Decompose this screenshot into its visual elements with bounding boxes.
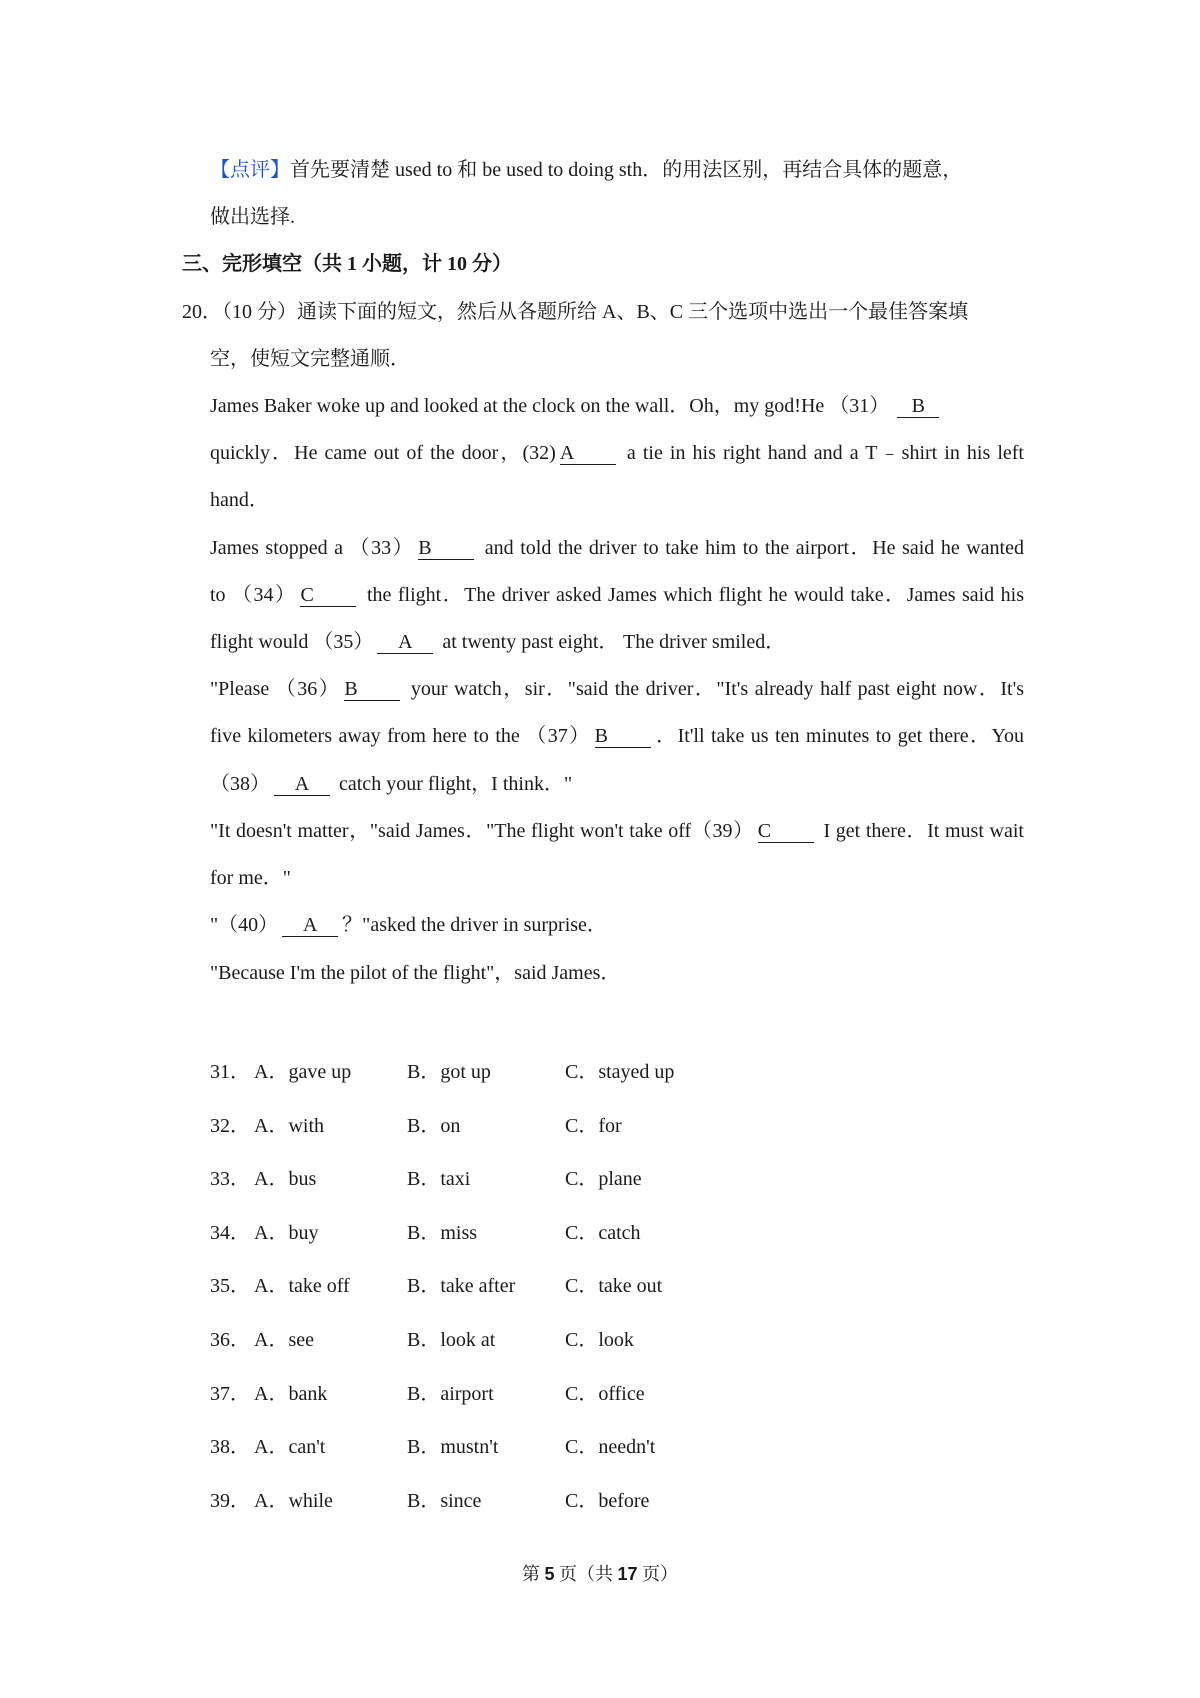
passage-text: and told the driver to take him to the airport．He said he wanted (484, 537, 1024, 559)
passage-text: "It doesn't matter，"said James．"The flight won't take off（39） (210, 820, 754, 842)
option-number: 38． (210, 1436, 250, 1458)
option-number: 34． (210, 1222, 250, 1244)
passage-text: at twenty past eight． The driver smiled． (442, 631, 786, 653)
option-a: A．bank (254, 1383, 328, 1405)
option-c: C．for (565, 1115, 622, 1137)
passage-line-8 (210, 724, 1024, 748)
comment-text-2: 做出选择. (210, 206, 295, 228)
passage-text: for me．" (210, 867, 291, 889)
option-c: C．before (565, 1490, 650, 1512)
page-total: 17 (617, 1564, 638, 1584)
question-line-2 (210, 347, 410, 371)
question-line-1 (182, 300, 968, 324)
passage-line-13 (210, 961, 620, 985)
option-b: B．got up (407, 1061, 491, 1083)
passage-text: I get there．It must wait (823, 820, 1024, 842)
option-number: 36． (210, 1329, 250, 1351)
option-a: A．take off (254, 1275, 350, 1297)
passage-text: "Please （36） (210, 678, 341, 700)
comment-text-1: 首先要清楚 used to 和 be used to doing sth．的用法区别，再结合具体的题意， (290, 159, 963, 181)
passage-text: five kilometers away from here to the （37） (210, 725, 591, 747)
passage-text: your watch，sir．"said the driver．"It's already half past eight now．It's (410, 678, 1024, 700)
option-b: B．since (407, 1490, 482, 1512)
passage-text: to （34） (210, 584, 297, 606)
answer-blank-32: A (560, 442, 616, 465)
passage-line-1 (210, 394, 1024, 418)
option-c: C．look (565, 1329, 634, 1351)
passage-line-6 (210, 630, 785, 654)
option-number: 39． (210, 1490, 250, 1512)
option-c: C．stayed up (565, 1061, 675, 1083)
answer-blank-31: B (897, 395, 939, 418)
option-a: A．while (254, 1490, 333, 1512)
passage-line-9 (210, 772, 572, 796)
passage-text: ？"asked the driver in surprise． (342, 914, 607, 936)
option-c: C．catch (565, 1222, 641, 1244)
passage-line-7 (210, 677, 1024, 701)
passage-text: quickly．He came out of the door，(32) (210, 442, 556, 464)
comment-line-1 (210, 158, 962, 182)
passage-line-2 (210, 441, 1024, 465)
passage-text: a tie in his right hand and a T﹣shirt in his left (626, 442, 1024, 464)
section-heading-score: 10 (447, 253, 467, 275)
option-b: B．airport (407, 1383, 494, 1405)
answer-blank-40: A (282, 914, 338, 937)
section-heading-suffix: 分） (467, 253, 512, 275)
option-c: C．plane (565, 1168, 642, 1190)
option-number: 35． (210, 1275, 250, 1297)
answer-blank-36: B (344, 678, 400, 701)
page-number: 5 (544, 1564, 555, 1584)
option-a: A．buy (254, 1222, 319, 1244)
answer-blank-35: A (377, 631, 433, 654)
option-a: A．can't (254, 1436, 326, 1458)
answer-blank-37: B (595, 725, 651, 748)
passage-text: ．It'll take us ten minutes to get there．You (654, 725, 1024, 747)
passage-line-10 (210, 819, 1024, 843)
passage-text: flight would （35） (210, 631, 374, 653)
answer-blank-34: C (300, 584, 356, 607)
passage-text: "Because I'm the pilot of the flight"，said James． (210, 962, 621, 984)
passage-text: hand． (210, 489, 269, 511)
section-heading-prefix: 三、完形填空（共 (182, 253, 347, 275)
answer-blank-38: A (274, 773, 330, 796)
answer-blank-33: B (418, 537, 474, 560)
option-c: C．office (565, 1383, 645, 1405)
passage-line-11 (210, 866, 291, 890)
comment-line-2 (210, 205, 295, 229)
passage-line-3 (210, 488, 269, 512)
passage-line-12 (210, 913, 607, 937)
passage-text: James Baker woke up and looked at the clock on the wall．Oh，my god!He （31） (210, 395, 890, 417)
question-text-1: 20．（10 分）通读下面的短文，然后从各题所给 A、B、C 三个选项中选出一个最佳答案填 (182, 301, 969, 323)
section-heading-count: 1 (347, 253, 357, 275)
footer-prefix: 第 (521, 1564, 545, 1584)
option-b: B．look at (407, 1329, 496, 1351)
option-a: A．gave up (254, 1061, 352, 1083)
option-c: C．take out (565, 1275, 663, 1297)
passage-text: （38） (210, 773, 270, 795)
passage-text: the flight．The driver asked James which flight he would take．James said his (366, 584, 1025, 606)
option-b: B．miss (407, 1222, 478, 1244)
passage-text: "（40） (210, 914, 279, 936)
option-c: C．needn't (565, 1436, 656, 1458)
question-text-2: 空，使短文完整通顺． (210, 348, 410, 370)
passage-line-4 (210, 536, 1024, 560)
footer-mid: 页（共 (554, 1564, 618, 1584)
option-b: B．take after (407, 1275, 516, 1297)
passage-line-5 (210, 583, 1024, 607)
option-a: A．see (254, 1329, 314, 1351)
option-a: A．bus (254, 1168, 317, 1190)
option-number: 31． (210, 1061, 250, 1083)
option-number: 32． (210, 1115, 250, 1137)
section-heading (182, 252, 512, 276)
option-b: B．taxi (407, 1168, 471, 1190)
option-b: B．mustn't (407, 1436, 499, 1458)
section-heading-mid: 小题，计 (357, 253, 447, 275)
passage-text: James stopped a （33） (210, 537, 415, 559)
option-a: A．with (254, 1115, 324, 1137)
passage-text: catch your flight，I think．" (339, 773, 573, 795)
page-footer (0, 1560, 1200, 1586)
option-number: 37． (210, 1383, 250, 1405)
answer-blank-39: C (758, 820, 814, 843)
option-b: B．on (407, 1115, 461, 1137)
footer-suffix: 页） (637, 1564, 679, 1584)
comment-tag: 【点评】 (210, 159, 290, 181)
option-number: 33． (210, 1168, 250, 1190)
